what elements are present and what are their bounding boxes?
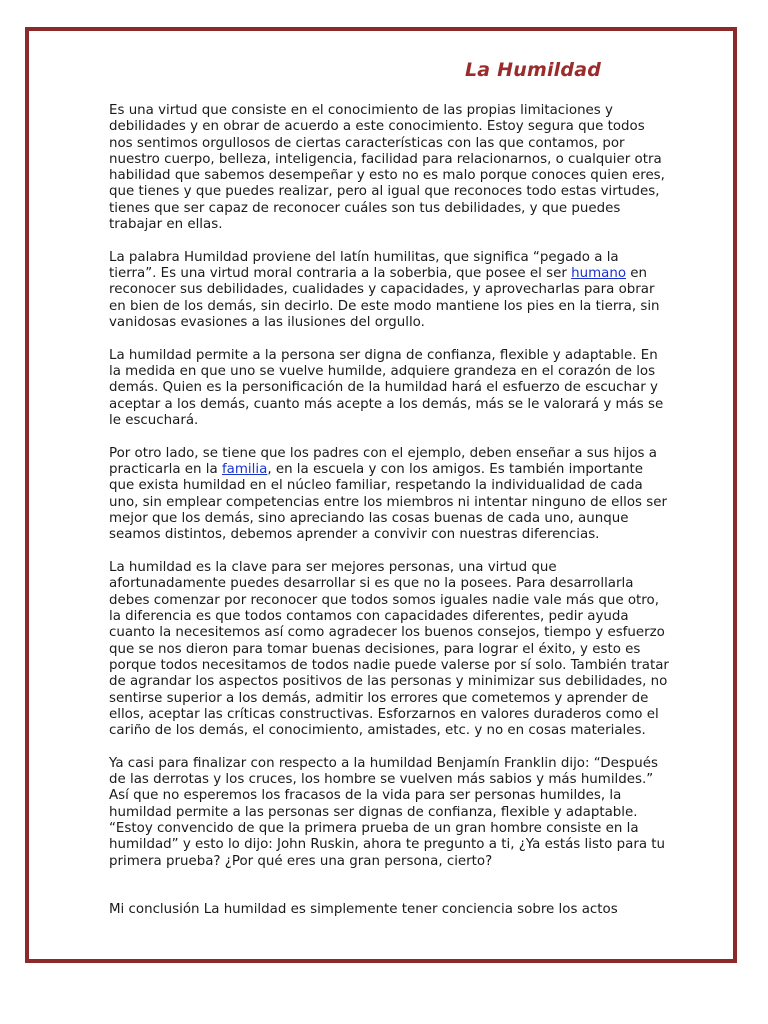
page-border (25, 27, 737, 963)
paragraph-1: Es una virtud que consiste en el conocimiento de las propias limitaciones y debilidades y en obrar de acuerdo a este conocimiento. Estoy segura que todos nos sentimos orgullosos de ciertas características con las que contamos, por nuestro cuerpo, belleza, inteligencia, facilidad para relacionarnos, o cualquier otra habilidad que sabemos desempeñar y esto no es malo porque conoces quien eres, que tienes y que puedes realizar, pero al igual que reconoces todo estas virtudes, tienes que ser capaz de reconocer cuáles son tus debilidades, y que puedes trabajar en ellas. (109, 103, 665, 233)
paragraph-6: Ya casi para finalizar con respecto a la humildad Benjamín Franklin dijo: “Después de las derrotas y los cruces, los hombre se vuelven más sabios y más humildes.” Así que no esperemos los fracasos de la vida para ser personas humildes, la humildad permite a las personas ser dignas de confianza, flexible y adaptable. “Estoy convencido de que la primera prueba de un gran hombre consiste en la humildad” y esto lo dijo: John Ruskin, ahora te pregunto a ti, ¿Ya estás listo para tu primera prueba? ¿Por qué eres una gran persona, cierto? (109, 755, 666, 869)
paragraph-2-text-a: La palabra Humildad proviene del latín humilitas, que significa “pegado a la tierra”. Es una virtud moral contraria a la soberbia, que posee el ser (109, 249, 619, 282)
paragraph-4-text-b: , en la escuela y con los amigos. Es también importante que exista humildad en el núcleo familiar, respetando la individualidad de cada uno, sin emplear competencias entre los miembros ni intentar ninguno de ellos ser mejor que los demás, sino apreciando las cosas buenas de cada uno, aunque seamos distintos, debemos aprender a convivir con nuestras diferencias. (109, 462, 667, 543)
paragraph-2-text-b: en reconocer sus debilidades, cualidades y capacidades, y aprovecharlas para obrar en bien de los demás, sin decirlo. De este modo mantiene los pies en la tierra, sin vanidosas evasiones a las ilusiones del orgullo. (109, 266, 660, 331)
paragraph-2 (109, 250, 669, 331)
paragraph-4-text-a: Por otro lado, se tiene que los padres con el ejemplo, deben enseñar a sus hijos a practicarla en la (109, 445, 657, 478)
paragraph-5: La humildad es la clave para ser mejores personas, una virtud que afortunadamente puedes desarrollar si es que no la posees. Para desarrollarla debes comenzar por reconocer que todos somos iguales nadie vale más que otro, la diferencia es que todos contamos con capacidades diferentes, pedir ayuda cuanto la necesitemos así como agradecer los buenos consejos, tiempo y esfuerzo que se nos dieron para tomar buenas decisiones, para lograr el éxito, y esto es porque todos necesitamos de todos nadie puede valerse por sí solo. También tratar de agrandar los aspectos positivos de las personas y minimizar sus debilidades, no sentirse superior a los demás, admitir los errores que cometemos y aprender de ellos, aceptar las críticas constructivas. Esforzarnos en valores duraderos como el cariño de los demás, el conocimiento, amistades, etc. y no en cosas materiales. (109, 560, 669, 739)
paragraph-7: Mi conclusión La humildad es simplemente tener conciencia sobre los actos (109, 901, 618, 917)
paragraph-4 (109, 446, 669, 544)
paragraph-3: La humildad permite a la persona ser digna de confianza, flexible y adaptable. En la medida en que uno se vuelve humilde, adquiere grandeza en el corazón de los demás. Quien es la personificación de la humildad hará el esfuerzo de escuchar y aceptar a los demás, cuanto más acepte a los demás, más se le valorará y más se le escuchará. (109, 347, 664, 429)
document-body (109, 103, 669, 935)
link-familia[interactable]: familia (221, 462, 268, 478)
document-title: La Humildad (465, 59, 602, 81)
link-humano[interactable]: humano (571, 266, 627, 282)
